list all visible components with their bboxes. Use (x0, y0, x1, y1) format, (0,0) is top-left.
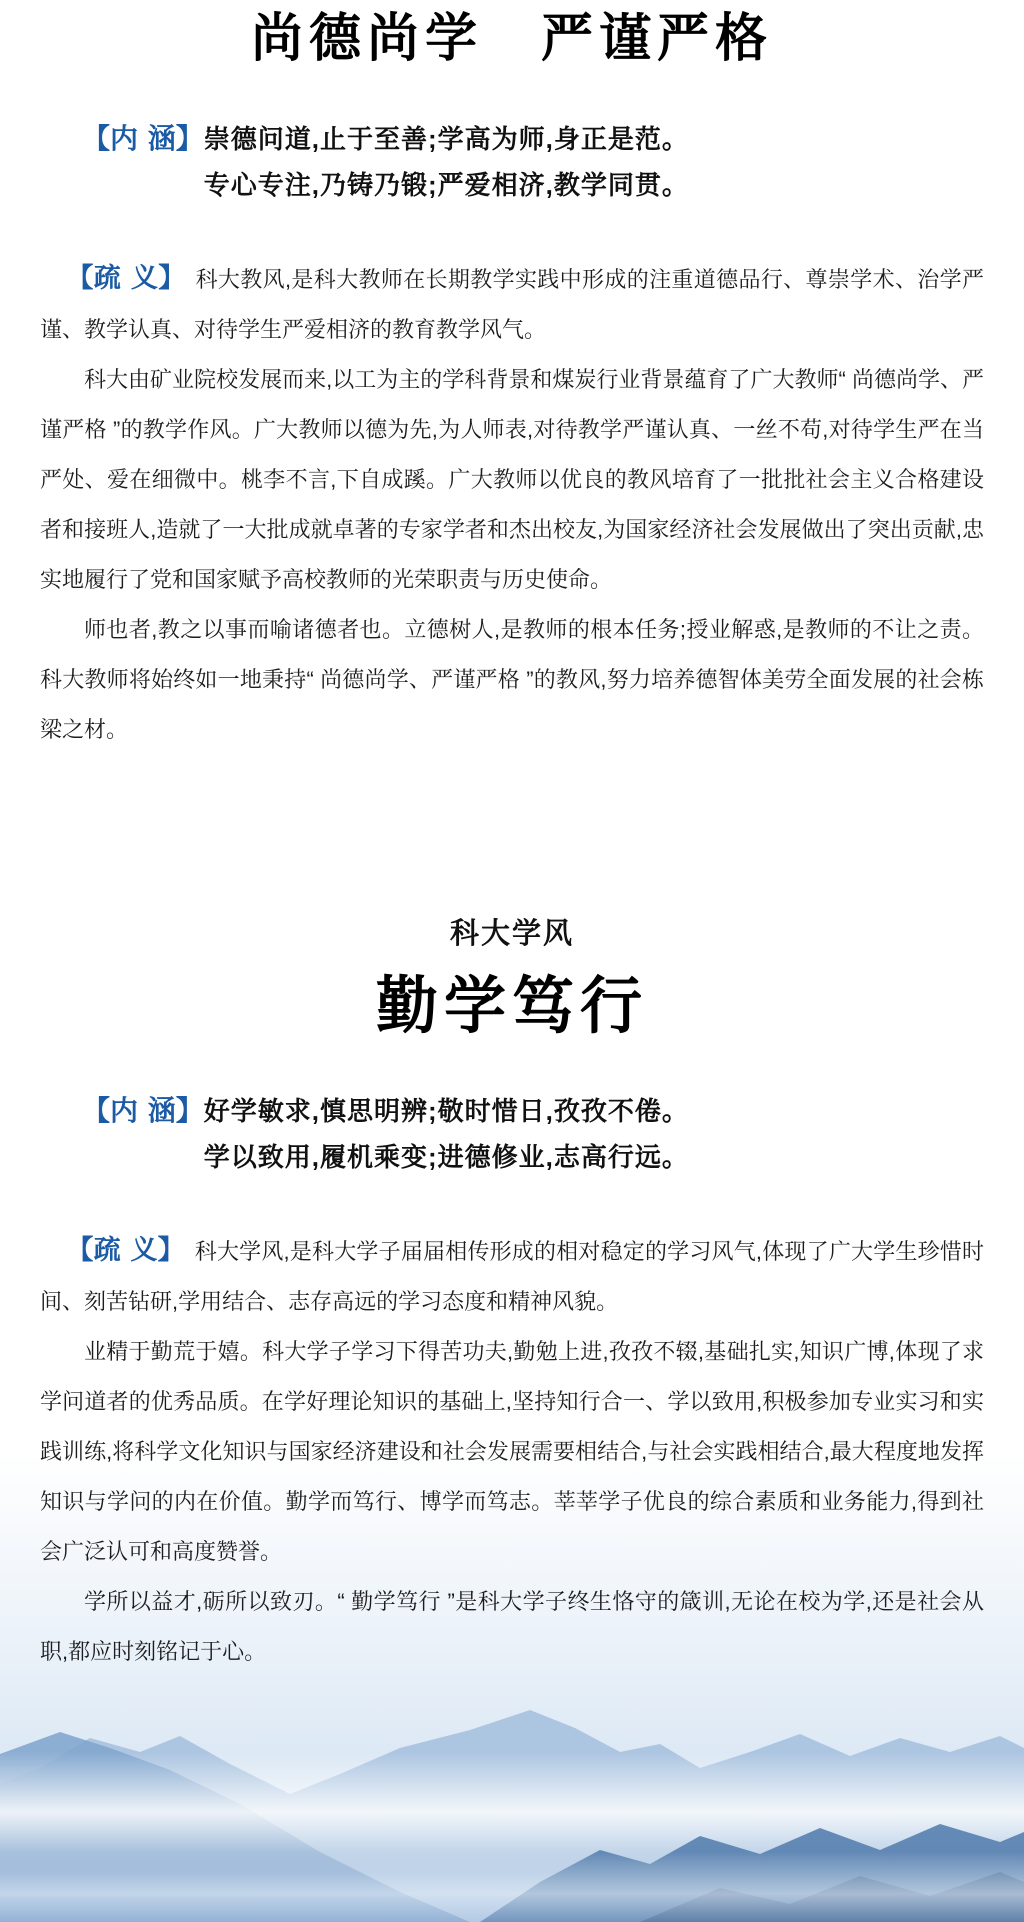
exegesis-label: 【疏 义】 (66, 1235, 185, 1266)
exegesis-paragraph: 师也者,教之以事而喻诸德者也。立德树人,是教师的根本任务;授业解惑,是教师的不让之责。科大教师将始终如一地秉持“ 尚德尚学、严谨严格 ”的教风,努力培养德智体美劳全面发展的社会栋梁之材。 (40, 617, 984, 742)
connotation-label: 【内 涵】 (82, 1094, 204, 1127)
exegesis-paragraph (40, 254, 984, 355)
study-connotation-block (82, 1088, 984, 1180)
exegesis-paragraph: 学所以益才,砺所以致刃。“ 勤学笃行 ”是科大学子终生恪守的箴训,无论在校为学,还是社会从职,都应时刻铭记于心。 (40, 1589, 984, 1664)
mist-band-lower (0, 1852, 1024, 1922)
exegesis-paragraph: 业精于勤荒于嬉。科大学子学习下得苦功夫,勤勉上进,孜孜不辍,基础扎实,知识广博,体现了求学问道者的优秀品质。在学好理论知识的基础上,坚持知行合一、学以致用,积极参加专业实习和实践训练,将科学文化知识与国家经济建设和社会发展需要相结合,与社会实践相结合,最大程度地发挥知识与学问的内在价值。勤学而笃行、博学而笃志。莘莘学子优良的综合素质和业务能力,得到社会广泛认可和高度赞誉。 (40, 1339, 984, 1564)
exegesis-paragraph: 科大由矿业院校发展而来,以工为主的学科背景和煤炭行业背景蕴育了广大教师“ 尚德尚学、严谨严格 ”的教学作风。广大教师以德为先,为人师表,对待教学严谨认真、一丝不苟,对待学生严在当严处、爱在细微中。桃李不言,下自成蹊。广大教师以优良的教风培育了一批批社会主义合格建设者和接班人,造就了一大批成就卓著的专家学者和杰出校友,为国家经济社会发展做出了突出贡献,忠实地履行了党和国家赋予高校教师的光荣职责与历史使命。 (40, 367, 984, 592)
connotation-lines (204, 116, 689, 208)
document-content (0, 6, 1024, 1677)
teaching-connotation-block (82, 116, 984, 208)
connotation-line: 崇德问道,止于至善;学高为师,身正是范。 (203, 124, 689, 154)
study-style-kicker: 科大学风 (449, 918, 574, 950)
connotation-line: 好学敏求,慎思明辨;敬时惜日,孜孜不倦。 (203, 1096, 689, 1126)
study-style-title: 勤学笃行 (375, 969, 648, 1042)
connotation-lines (204, 1088, 689, 1180)
teaching-exegesis-block (40, 254, 984, 755)
connotation-line: 学以致用,履机乘变;进德修业,志高行远。 (203, 1142, 689, 1172)
teaching-style-title: 尚德尚学 严谨严格 (250, 8, 773, 69)
exegesis-label: 【疏 义】 (66, 263, 186, 294)
study-exegesis-block (40, 1226, 984, 1677)
exegesis-text: 科大教风,是科大教师在长期教学实践中形成的注重道德品行、尊崇学术、治学严谨、教学认真、对待学生严爱相济的教育教学风气。 (40, 267, 984, 342)
exegesis-text: 科大学风,是科大学子届届相传形成的相对稳定的学习风气,体现了广大学生珍惜时间、刻苦钻研,学用结合、志存高远的学习态度和精神风貌。 (40, 1239, 984, 1314)
connotation-line: 专心专注,乃铸乃锻;严爱相济,教学同贯。 (203, 170, 689, 200)
connotation-label: 【内 涵】 (82, 122, 204, 155)
exegesis-paragraph (40, 1226, 984, 1327)
